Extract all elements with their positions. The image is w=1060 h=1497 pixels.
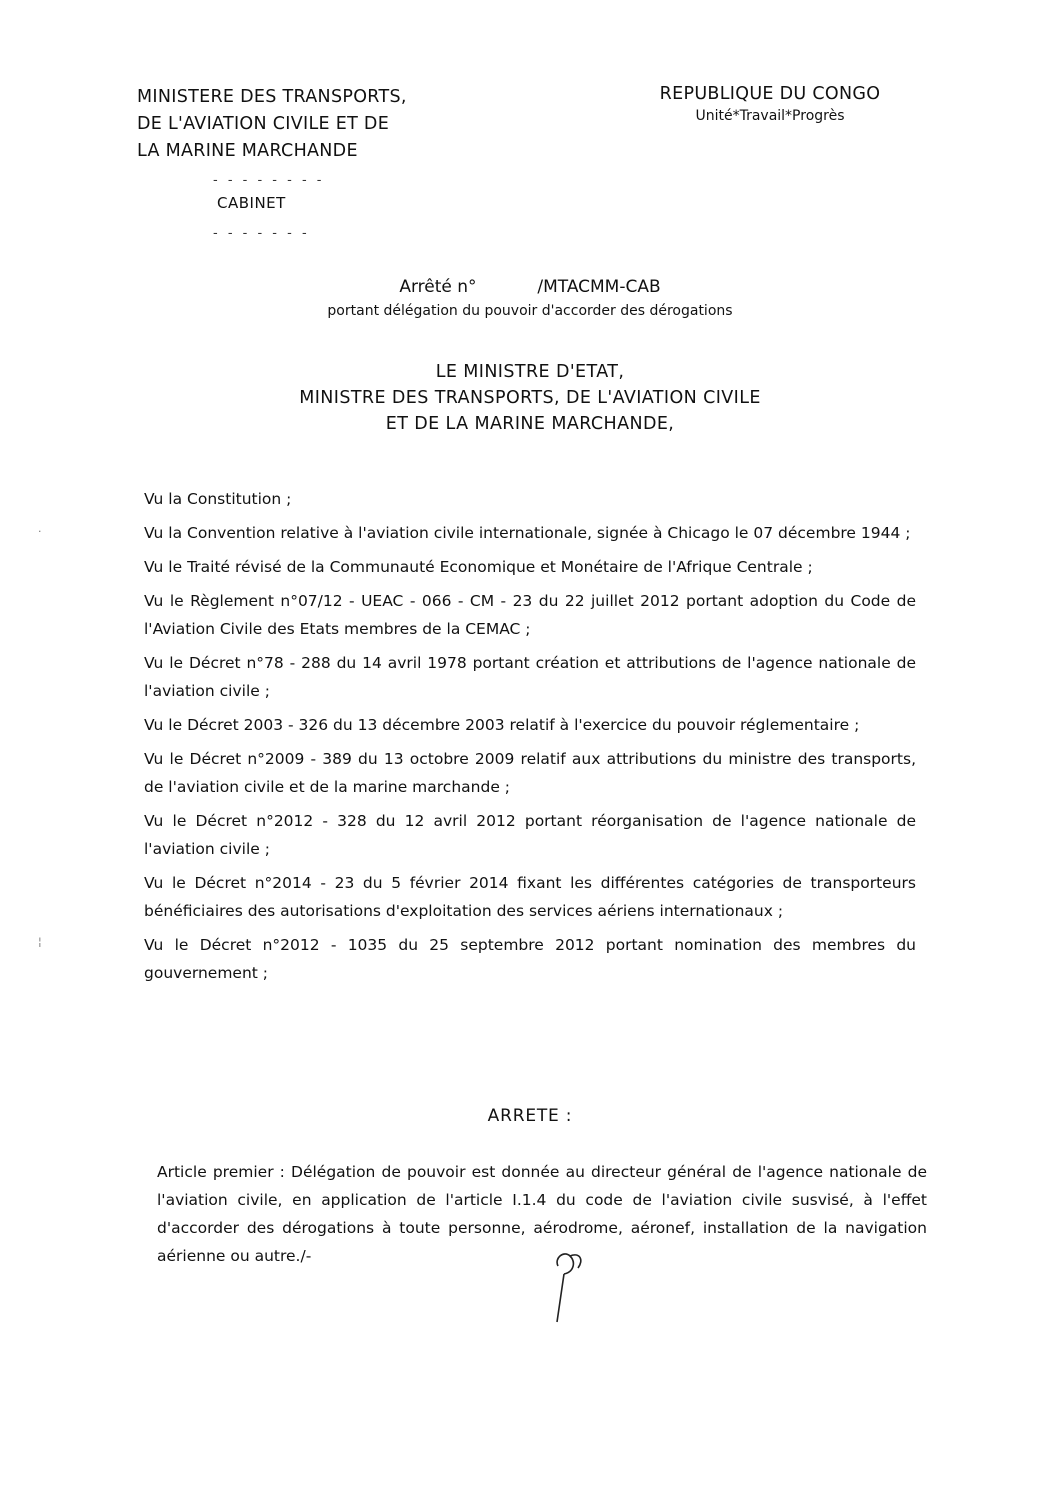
- visa-item: Vu le Décret n°78 - 288 du 14 avril 1978 portant création et attributions de l'agence nationale de l'aviation civile ;: [144, 654, 916, 700]
- visa-item: Vu la Convention relative à l'aviation civile internationale, signée à Chicago le 07 décembre 1944 ;: [144, 524, 911, 542]
- minister-line: LE MINISTRE D'ETAT,: [435, 362, 625, 382]
- visas-list: [144, 485, 916, 993]
- visa-item: Vu la Constitution ;: [144, 490, 292, 508]
- visa-item: Vu le Décret 2003 - 326 du 13 décembre 2003 relatif à l'exercice du pouvoir réglementaire ;: [144, 716, 860, 734]
- visa-item: Vu le Décret n°2009 - 389 du 13 octobre 2009 relatif aux attributions du ministre des transports, de l'aviation civile et de la marine marchande ;: [144, 750, 916, 796]
- decree-number-suffix: /MTACMM-CAB: [537, 277, 661, 297]
- minister-title: [0, 359, 1060, 437]
- decree-subject: portant délégation du pouvoir d'accorder des dérogations: [327, 303, 733, 319]
- initials-signature: [540, 1238, 600, 1328]
- decree-number-prefix: Arrêté n°: [399, 277, 477, 297]
- article-premier: Article premier : Délégation de pouvoir est donnée au directeur général de l'agence nationale de l'aviation civile, en application de l'article I.1.4 du code de l'aviation civile susvisé, à l'effet d'accorder des dérogations à toute personne, aérodrome, aéronef, installation de la navigation aérienne ou autre./-: [157, 1163, 927, 1265]
- arrete-heading: ARRETE :: [487, 1106, 573, 1126]
- country-name: REPUBLIQUE DU CONGO: [659, 84, 881, 104]
- separator-bottom: - - - - - - -: [213, 226, 310, 241]
- minister-line: MINISTRE DES TRANSPORTS, DE L'AVIATION CIVILE: [299, 388, 761, 408]
- ministry-line: DE L'AVIATION CIVILE ET DE: [137, 114, 390, 134]
- visa-item: Vu le Traité révisé de la Communauté Economique et Monétaire de l'Afrique Centrale ;: [144, 558, 813, 576]
- minister-line: ET DE LA MARINE MARCHANDE,: [385, 414, 675, 434]
- ministry-line: LA MARINE MARCHANDE: [137, 141, 358, 161]
- margin-mark: ·: [38, 525, 42, 538]
- cabinet-label: CABINET: [217, 194, 286, 212]
- separator-top: - - - - - - - -: [213, 173, 325, 188]
- visa-item: Vu le Décret n°2012 - 328 du 12 avril 2012 portant réorganisation de l'agence nationale de l'aviation civile ;: [144, 812, 916, 858]
- republic-header: [600, 84, 940, 124]
- ministry-header: [137, 84, 407, 165]
- visa-item: Vu le Décret n°2012 - 1035 du 25 septembre 2012 portant nomination des membres du gouvernement ;: [144, 936, 916, 982]
- ministry-line: MINISTERE DES TRANSPORTS,: [137, 87, 407, 107]
- visa-item: Vu le Décret n°2014 - 23 du 5 février 2014 fixant les différentes catégories de transporteurs bénéficiaires des autorisations d'exploitation des services aériens internationaux ;: [144, 874, 916, 920]
- national-motto: Unité*Travail*Progrès: [695, 108, 845, 124]
- decree-number: [0, 277, 1060, 297]
- margin-mark: ¦: [38, 935, 42, 948]
- visa-item: Vu le Règlement n°07/12 - UEAC - 066 - CM - 23 du 22 juillet 2012 portant adoption du Code de l'Aviation Civile des Etats membres de la CEMAC ;: [144, 592, 916, 638]
